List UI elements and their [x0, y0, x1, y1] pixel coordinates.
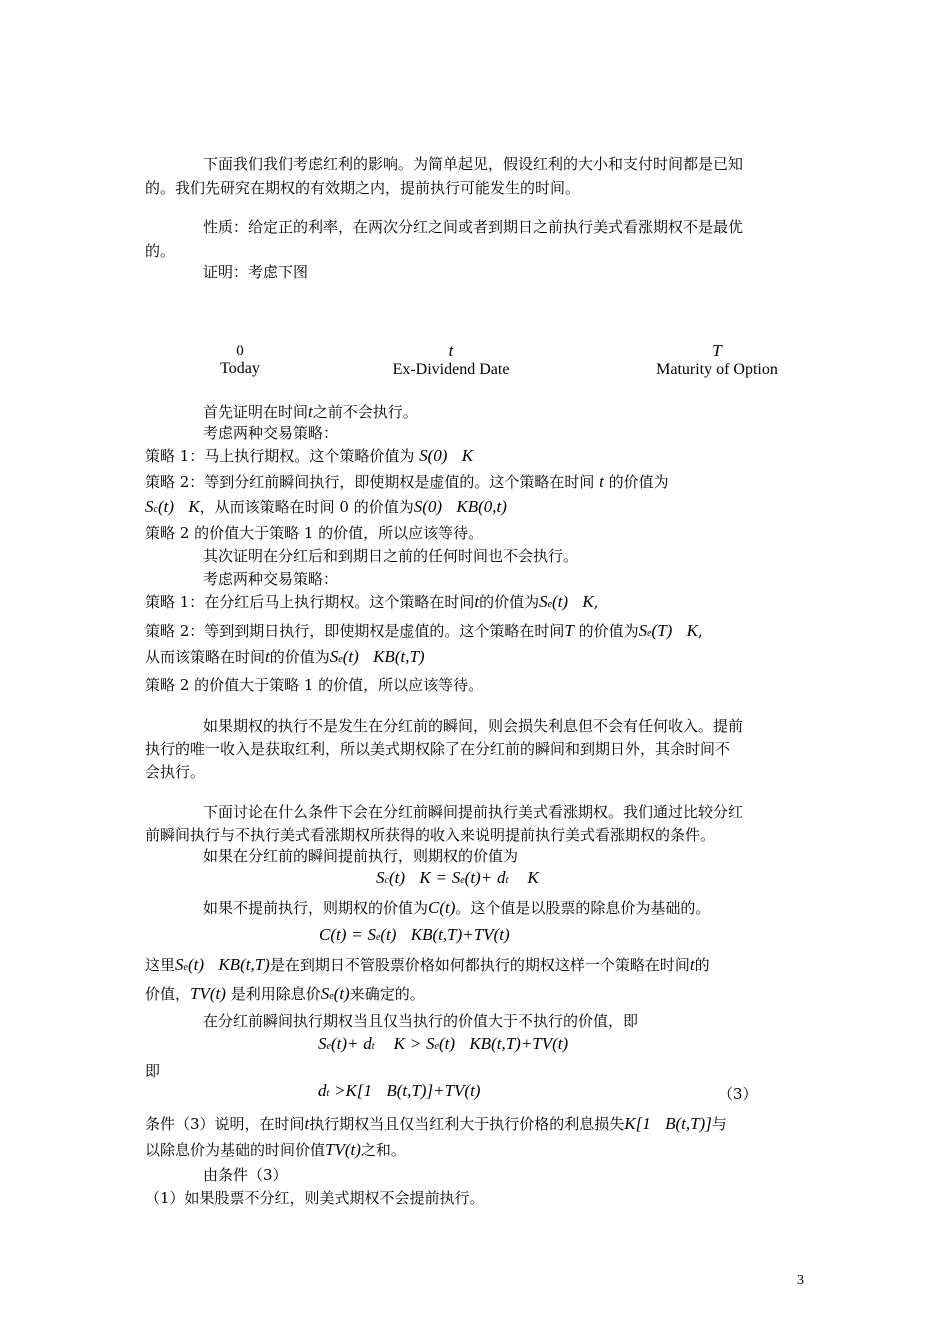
para4-line3: 如果在分红前的瞬间提前执行，则期权的价值为 — [203, 847, 519, 865]
prop-line2: 的。 — [145, 242, 176, 260]
para1-line1: 下面我们我们考虑红利的影响。为简单起见，假设红利的大小和支付时间都是已知 — [203, 155, 744, 173]
equation-no-exercise: C(t) = Se(t) KB(t,T)+TV(t) — [319, 925, 510, 944]
timeline-point-today — [200, 343, 280, 378]
timeline-point-exdividend — [371, 341, 531, 379]
prop-line1: 性质：给定正的利率，在两次分红之间或者到期日之前执行美式看涨期权不是最优 — [203, 218, 744, 236]
para3-line1: 如果期权的执行不是发生在分红前的瞬间，则会损失利息但不会有任何收入。提前 — [203, 717, 744, 735]
para1-line2: 的。我们先研究在期权的有效期之内，提前执行可能发生的时间。 — [145, 179, 581, 197]
expr-S0: S(0) — [419, 446, 448, 465]
part2-line2: 考虑两种交易策略： — [203, 570, 339, 588]
para4-line7: 在分红前瞬间执行期权当且仅当执行的价值大于不执行的价值，即 — [203, 1012, 639, 1030]
part1-line2: 考虑两种交易策略： — [203, 424, 339, 442]
para4-line1: 下面讨论在什么条件下会在分红前瞬间提前执行美式看涨期权。我们通过比较分红 — [203, 803, 744, 821]
para4-line5: 这里Se(t) KB(t,T)是在到期日不管股票价格如何都执行的期权这样一个策略在时间t的 — [145, 955, 710, 974]
equation-condition: Se(t)+ dt K > Se(t) KB(t,T)+TV(t) — [318, 1034, 569, 1053]
equation-early-exercise: Sc(t) K = Se(t)+ dt K — [376, 868, 539, 887]
part1-conclusion: 策略 2 的价值大于策略 1 的价值，所以应该等待。 — [145, 524, 484, 542]
timeline-label-exdividend: Ex-Dividend Date — [392, 361, 510, 378]
part2-strategy2-line2: 从而该策略在时间t的价值为Se(t) KB(t,T) — [145, 647, 425, 666]
timeline-sym-0: 0 — [236, 343, 244, 359]
para4-line4: 如果不提前执行，则期权的价值为C(t)。这个值是以股票的除息价为基础的。 — [203, 898, 711, 917]
part2-line1: 其次证明在分红后和到期日之前的任何时间也不会执行。 — [203, 547, 579, 565]
timeline-label-maturity: Maturity of Option — [656, 361, 778, 378]
text-ji: 即 — [145, 1062, 161, 1080]
para4-line9: 以除息价为基础的时间价值TV(t)之和。 — [145, 1140, 406, 1159]
part2-strategy1: 策略 1：在分红后马上执行期权。这个策略在时间t的价值为Se(t) K, — [145, 592, 599, 611]
timeline-point-maturity — [637, 341, 797, 379]
timeline-sym-t: t — [448, 341, 454, 360]
part1-line1: 首先证明在时间t之前不会执行。 — [203, 402, 418, 421]
timeline-sym-T: T — [712, 341, 722, 360]
part1-strategy2-line1: 策略 2：等到分红前瞬间执行，即使期权是虚值的。这个策略在时间 t 的价值为 — [145, 472, 669, 491]
para4-line10: 由条件（3） — [203, 1166, 288, 1184]
part1-strategy2-line2: Sc(t) K，从而该策略在时间 0 的价值为S(0) KB(0,t) — [145, 497, 507, 516]
timeline-label-today: Today — [220, 360, 260, 377]
proof-intro: 证明：考虑下图 — [203, 263, 309, 281]
equation-3: dt >K[1 B(t,T)]+TV(t) — [318, 1081, 481, 1100]
para4-line2: 前瞬间执行与不执行美式看涨期权所获得的收入来说明提前执行美式看涨期权的条件。 — [145, 826, 716, 844]
para3-line2: 执行的唯一收入是获取红利，所以美式期权除了在分红前的瞬间和到期日外，其余时间不 — [145, 740, 731, 758]
page-number: 3 — [797, 1273, 804, 1288]
para3-line3: 会执行。 — [145, 763, 206, 781]
part2-conclusion: 策略 2 的价值大于策略 1 的价值，所以应该等待。 — [145, 676, 484, 694]
para4-line8: 条件（3）说明，在时间t执行期权当且仅当红利大于执行价格的利息损失K[1 B(t,T)]与 — [145, 1114, 727, 1133]
equation-number: （3） — [718, 1085, 758, 1103]
part1-strategy1: 策略 1：马上执行期权。这个策略价值为 S(0) K — [145, 446, 474, 465]
para4-line11: （1）如果股票不分红，则美式期权不会提前执行。 — [145, 1189, 485, 1207]
part2-strategy2-line1: 策略 2：等到到期日执行，即使期权是虚值的。这个策略在时间T 的价值为Se(T) K, — [145, 621, 703, 640]
para4-line6: 价值，TV(t) 是利用除息价Se(t)来确定的。 — [145, 984, 425, 1003]
